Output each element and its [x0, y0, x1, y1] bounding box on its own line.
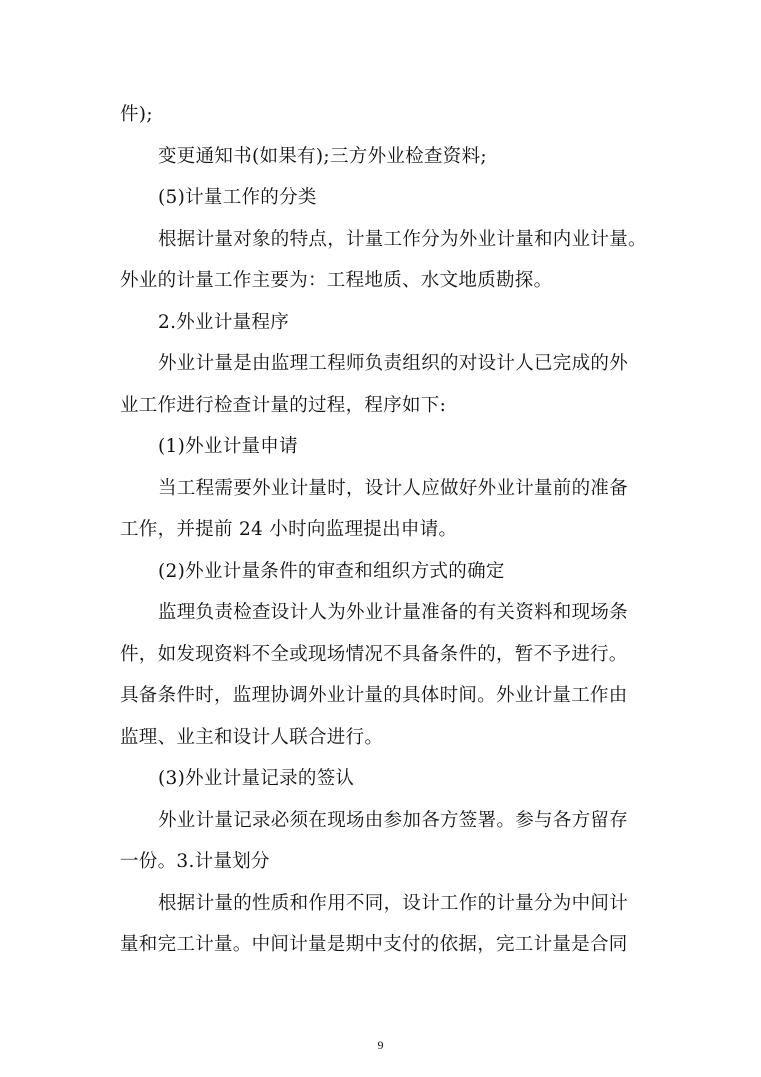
section-heading: 2.外业计量程序 — [158, 311, 290, 333]
text-line: 当工程需要外业计量时，设计人应做好外业计量前的准备 — [158, 477, 629, 499]
section-heading: (3)外业计量记录的签认 — [158, 768, 355, 789]
section-heading: (2)外业计量条件的审查和组织方式的确定 — [158, 560, 505, 582]
text-line: 监理、业主和设计人联合进行。 — [120, 726, 384, 748]
text-line: 件); — [120, 104, 153, 125]
text-line: 根据计量的性质和作用不同，设计工作的计量分为中间计 — [158, 892, 629, 914]
text-line: 具备条件时，监理协调外业计量的具体时间。外业计量工作由 — [120, 685, 628, 706]
text-line: 件，如发现资料不全或现场情况不具备条件的，暂不予进行。 — [120, 643, 628, 665]
text-line: 工作，并提前 24 小时向监理提出申请。 — [120, 519, 458, 540]
text-line: 变更通知书(如果有);三方外业检查资料; — [158, 145, 487, 167]
text-line: 业工作进行检查计量的过程，程序如下: — [120, 394, 447, 416]
text-line: 监理负责检查设计人为外业计量准备的有关资料和现场条 — [158, 602, 629, 623]
page-number: 9 — [377, 1038, 384, 1052]
text-line: 外业计量是由监理工程师负责组织的对设计人已完成的外 — [158, 353, 629, 374]
text-line: 量和完工计量。中间计量是期中支付的依据，完工计量是合同 — [120, 934, 628, 955]
text-line: 外业的计量工作主要为：工程地质、水文地质勘探。 — [120, 270, 553, 291]
section-heading: (5)计量工作的分类 — [158, 187, 317, 208]
body-text — [120, 94, 650, 966]
section-heading: (1)外业计量申请 — [158, 436, 298, 457]
text-line: 外业计量记录必须在现场由参加各方签署。参与各方留存 — [158, 809, 629, 831]
text-line: 根据计量对象的特点，计量工作分为外业计量和内业计量。 — [158, 228, 647, 250]
text-line: 一份。3.计量划分 — [120, 851, 270, 872]
